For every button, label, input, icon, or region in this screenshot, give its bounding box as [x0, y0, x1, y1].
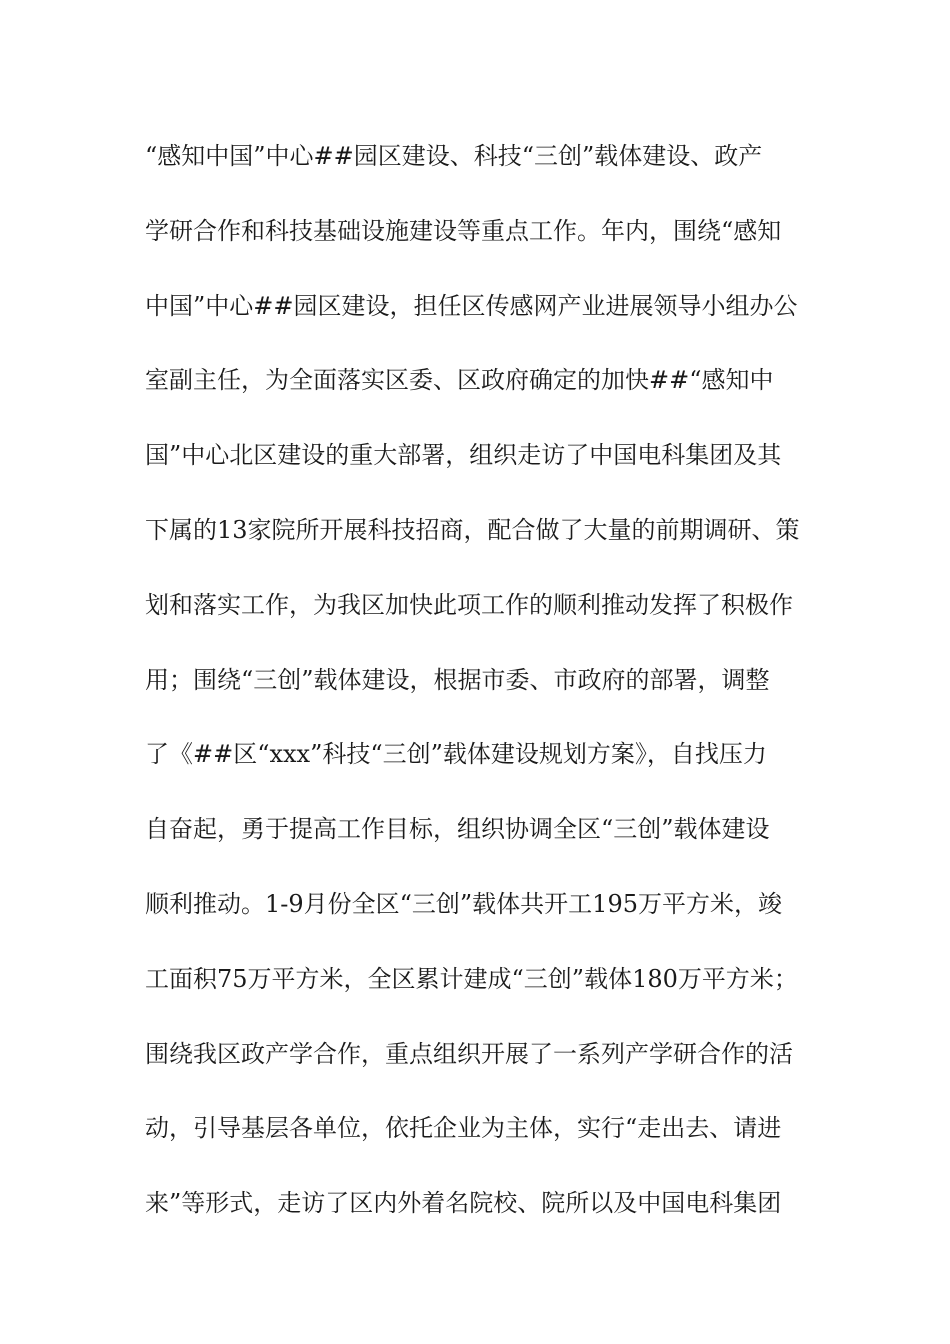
text-line-2: 学研合作和科技基础设施建设等重点工作。年内，围绕“感知 — [145, 216, 782, 245]
text-line-7: 划和落实工作，为我区加快此项工作的顺利推动发挥了积极作 — [145, 590, 793, 619]
text-line-12: 工面积75万平方米，全区累计建成“三创”载体180万平方米； — [145, 964, 798, 993]
text-line-4: 室副主任，为全面落实区委、区政府确定的加快##“感知中 — [145, 366, 774, 395]
text-line-8: 用；围绕“三创”载体建设，根据市委、市政府的部署，调整 — [145, 665, 770, 694]
body-paragraph — [145, 128, 835, 1250]
text-line-5: 国”中心北区建设的重大部署，组织走访了中国电科集团及其 — [145, 441, 782, 470]
text-line-13: 围绕我区政产学合作，重点组织开展了一系列产学研合作的活 — [145, 1039, 793, 1068]
text-line-9: 了《##区“xxx”科技“三创”载体建设规划方案》，自找压力 — [145, 740, 767, 769]
text-line-11: 顺利推动。1-9月份全区“三创”载体共开工195万平方米，竣 — [145, 889, 782, 918]
text-line-14: 动，引导基层各单位，依托企业为主体，实行“走出去、请进 — [145, 1114, 782, 1143]
text-line-10: 自奋起，勇于提高工作目标，组织协调全区“三创”载体建设 — [145, 815, 770, 844]
text-line-15: 来”等形式，走访了区内外着名院校、院所以及中国电科集团 — [145, 1189, 782, 1218]
text-line-3: 中国”中心##园区建设，担任区传感网产业进展领导小组办公 — [145, 291, 798, 320]
text-line-1: “感知中国”中心##园区建设、科技“三创”载体建设、政产 — [145, 142, 763, 170]
text-line-6: 下属的13家院所开展科技招商，配合做了大量的前期调研、策 — [145, 515, 800, 544]
